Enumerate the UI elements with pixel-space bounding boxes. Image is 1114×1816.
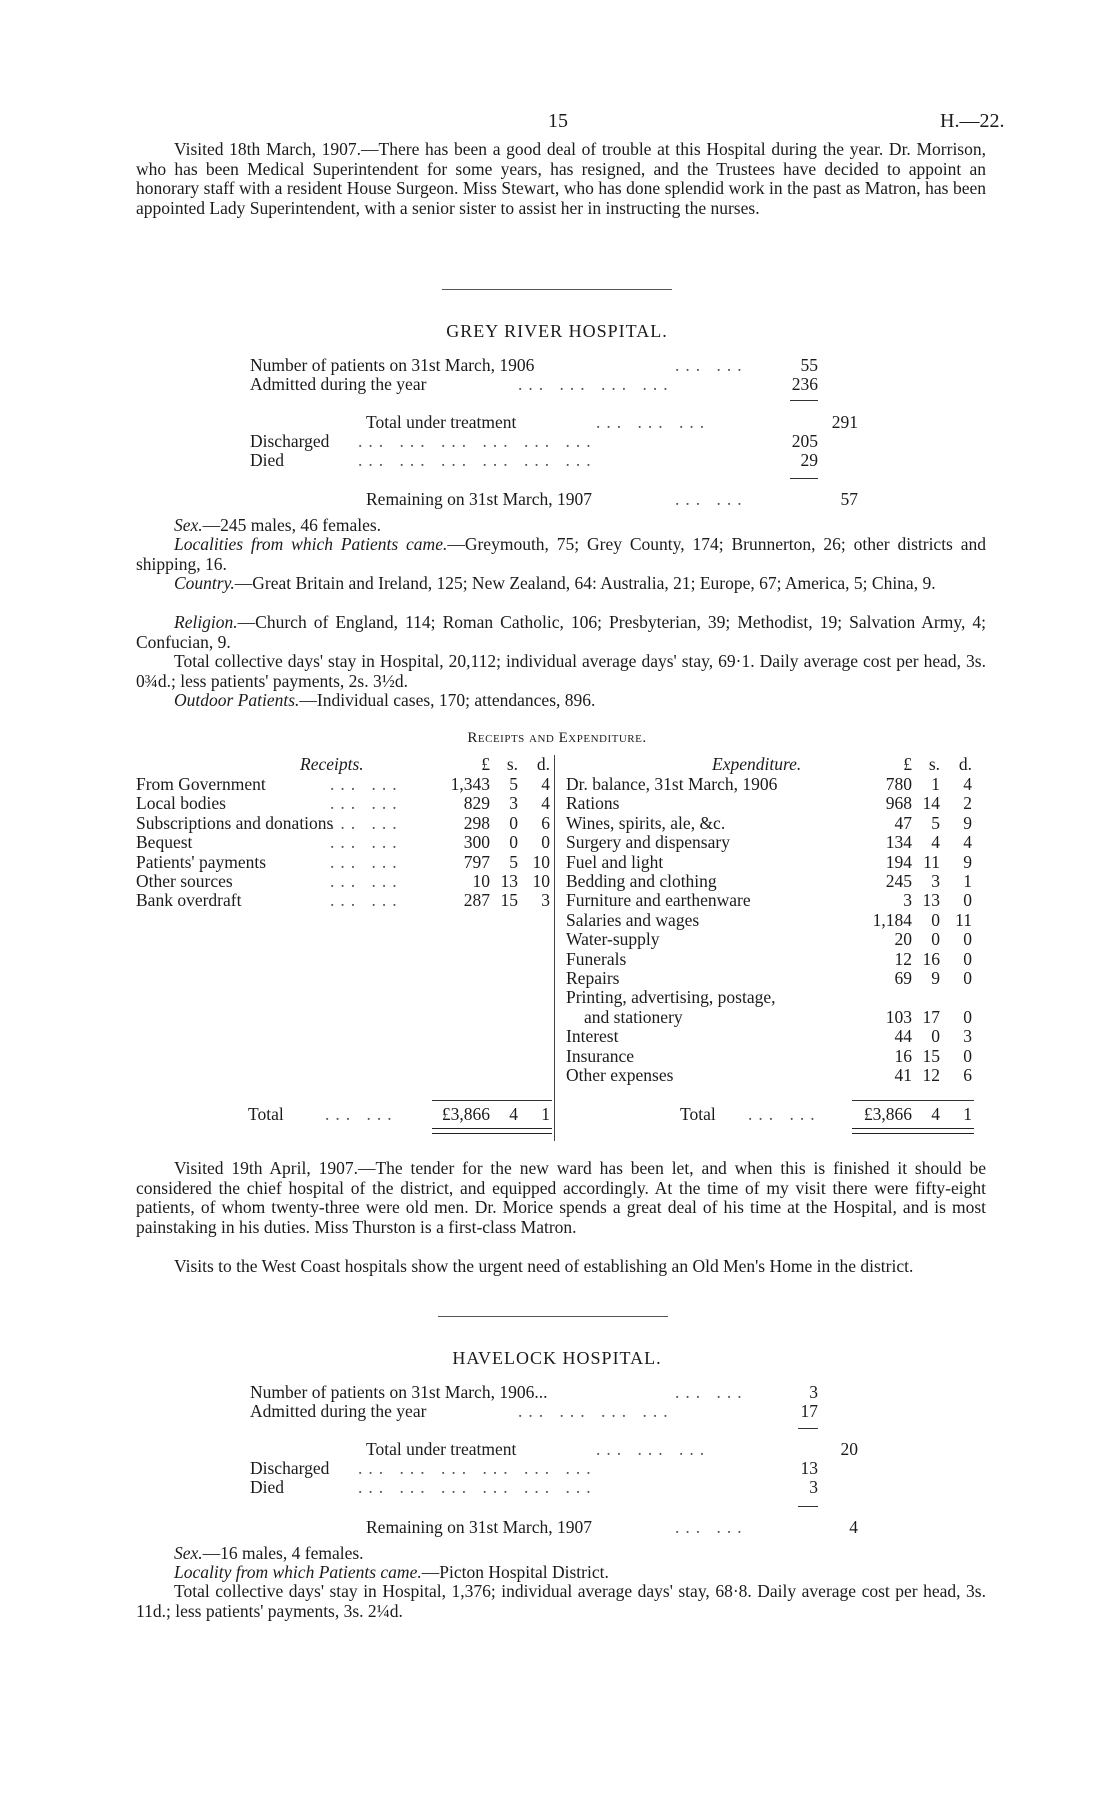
stat-label: Total under treatment [366,412,517,432]
havelock-title: HAVELOCK HOSPITAL. [452,1348,662,1368]
leader-dots: ... ... [748,1104,821,1124]
receipt-pounds: 287 [463,890,490,911]
receipt-label: Local bodies [136,793,226,814]
stat-label: Died [250,1477,285,1497]
leader-dots: ... ... ... [596,412,711,432]
stat-value: 20 [840,1439,858,1459]
receipt-pence: 6 [541,812,550,833]
receipt-label: From Government [136,774,266,794]
localities-label: Localities from which Patients came. [174,534,448,554]
sex-label: Sex. [174,515,203,535]
stat-value: 17 [800,1401,818,1421]
section-divider [442,289,672,290]
total-double-rule [852,1128,974,1134]
expenditure-label: Interest [566,1026,619,1047]
leader-dots: ... ... [330,774,403,794]
leader-dots: ... ... [330,851,403,872]
section-divider [438,1316,668,1317]
receipts-total-shillings: 4 [509,1104,518,1124]
expenditure-label: Other expenses [566,1065,674,1085]
receipt-pounds: 1,343 [450,774,490,794]
expenditure-pounds: 20 [894,929,912,950]
receipt-label: Subscriptions and donations [136,812,334,833]
total-rule [852,1100,974,1101]
country-label: Country. [174,573,235,593]
leader-dots: ... ... ... ... ... ... [358,431,597,451]
expenditure-label: Dr. balance, 31st March, 1906 [566,774,778,794]
havelock-sex-line [136,1544,986,1564]
expenditure-shillings: 15 [922,1045,940,1066]
expenditure-shillings: 1 [931,774,940,794]
expenditure-total-pounds: £3,866 [863,1104,912,1124]
receipt-shillings: 5 [509,851,518,872]
expenditure-pounds: 103 [885,1006,912,1027]
locality-label: Locality from which Patients came. [174,1562,422,1582]
homes-paragraph: Visits to the West Coast hospitals show the urgent need of establishing an Old Men's Home in the district. [174,1256,914,1276]
expenditure-shillings: 17 [922,1006,940,1027]
expenditure-pence: 9 [963,851,972,872]
stat-value: 236 [791,374,818,394]
col-shillings: s. [928,754,940,774]
visit-paragraph: Visited 19th April, 1907.—The tender for the new ward has been let, and when this is finished it should be considered the chief hospital of the district, and equipped accordingly. At the time of my visit there were fifty-eight patients, of whom twenty-three were old men. Dr. Morice spends a great deal of his time at the Hospital, and is most painstaking in his duties. Miss Thurston is a first-class Matron. [136,1158,986,1237]
expenditure-shillings: 16 [922,948,940,969]
expenditure-shillings: 5 [931,812,940,833]
expenditure-pounds: 69 [894,968,912,988]
expenditure-label: Funerals [566,948,627,969]
stat-value: 205 [791,431,818,451]
expenditure-total-pence: 1 [963,1104,972,1124]
stat-value: 55 [800,355,818,375]
expenditure-shillings: 4 [931,832,940,853]
expenditure-pence: 0 [963,929,972,950]
expenditure-shillings: 3 [931,871,940,891]
receipt-shillings: 3 [509,793,518,814]
total-double-rule [432,1128,552,1134]
expenditure-pounds: 3 [903,890,912,911]
expenditure-label: Printing, advertising, postage, [566,987,776,1008]
receipt-pence: 10 [532,871,550,891]
expenditure-pence: 4 [963,774,972,794]
expenditure-pence: 3 [963,1026,972,1047]
expenditure-label: Water-supply [566,929,660,950]
expenditure-label: Surgery and dispensary [566,832,730,853]
stat-label: Discharged [250,431,330,451]
localities-text: —Greymouth, 75; Grey County, 174; Brunnerton, 26; other districts and shipping, 16. [136,534,986,574]
page-number: 15 [548,110,568,132]
expenditure-pounds: 968 [885,793,912,814]
receipt-shillings: 5 [509,774,518,794]
stat-value: 4 [849,1517,858,1537]
expenditure-pounds: 41 [894,1065,912,1085]
stat-label: Admitted during the year [250,1401,427,1421]
sex-label: Sex. [174,1543,203,1563]
expenditure-pounds: 245 [885,871,912,891]
expenditure-pounds: 1,184 [872,909,912,930]
grey-river-title: GREY RIVER HOSPITAL. [446,321,668,341]
stat-value: 3 [809,1477,818,1497]
receipts-heading: Receipts. [300,754,364,774]
receipt-pounds: 10 [472,871,490,891]
leader-dots: ... ... [330,871,403,891]
leader-dots: ... ... [330,793,403,814]
expenditure-shillings: 0 [931,1026,940,1047]
stat-label: Number of patients on 31st March, 1906... [250,1382,548,1402]
expenditure-pence: 0 [963,1045,972,1066]
leader-dots: ... ... [330,812,403,833]
expenditure-shillings: 12 [922,1065,940,1085]
receipt-label: Bank overdraft [136,890,242,911]
col-shillings: s. [506,754,518,774]
expenditure-pence: 11 [955,909,972,930]
leader-dots: ... ... ... ... ... ... [358,1477,597,1497]
leader-dots: ... ... ... ... ... ... [358,450,597,470]
accounts-title: Receipts and Expenditure. [467,730,647,746]
sum-rule [798,1428,818,1429]
col-pounds: £ [481,754,490,774]
expenditure-pounds: 780 [885,774,912,794]
expenditure-total-label: Total [680,1104,716,1124]
total-rule [432,1100,552,1101]
receipts-total-pence: 1 [541,1104,550,1124]
expenditure-label: Repairs [566,968,620,988]
religion-label: Religion. [174,612,238,632]
havelock-locality-line [136,1563,986,1583]
document-reference: H.—22. [940,110,1005,132]
leader-dots: ... ... [675,1382,748,1402]
religion-line [136,613,986,652]
expenditure-pence: 6 [963,1065,972,1085]
receipts-total-label: Total [248,1104,284,1124]
stat-label: Died [250,450,285,470]
sum-rule [790,400,818,401]
receipt-shillings: 15 [500,890,518,911]
stat-label: Remaining on 31st March, 1907 [366,489,593,509]
receipts-total-pounds: £3,866 [441,1104,490,1124]
receipt-pounds: 298 [463,812,490,833]
leader-dots: ... ... [675,1517,748,1537]
expenditure-heading: Expenditure. [712,754,802,774]
expenditure-pence: 1 [963,871,972,891]
expenditure-pounds: 194 [885,851,912,872]
expenditure-pence: 4 [963,832,972,853]
expenditure-shillings: 0 [931,929,940,950]
expenditure-pounds: 12 [894,948,912,969]
expenditure-shillings: 11 [923,851,940,872]
intro-paragraph: Visited 18th March, 1907.—There has been a good deal of trouble at this Hospital during the year. Dr. Morrison, who has been Medical Superintendent for some years, has resigned, and the Trustees have decided to appoint an honorary staff with a resident House Surgeon. Miss Stewart, who has done splendid work in the past as Matron, has been appointed Lady Superintendent, with a senior sister to assist her in instructing the nurses. [136,139,986,218]
expenditure-label-continued: and stationery [584,1006,683,1027]
expenditure-pence: 0 [963,968,972,988]
expenditure-pounds: 47 [894,812,912,833]
expenditure-shillings: 14 [922,793,940,814]
sex-text: —16 males, 4 females. [202,1543,364,1563]
receipt-pence: 10 [532,851,550,872]
havelock-days-paragraph: Total collective days' stay in Hospital, 1,376; individual average days' stay, 68·8. Daily average cost per head, 3s. 11d.; less patients' payments, 3s. 2¼d. [136,1581,986,1621]
leader-dots: ... ... ... ... [518,1401,674,1421]
leader-dots: ... ... [675,489,748,509]
stat-value: 3 [809,1382,818,1402]
receipt-pence: 0 [541,832,550,853]
expenditure-pence: 9 [963,812,972,833]
expenditure-label: Salaries and wages [566,909,700,930]
expenditure-label: Fuel and light [566,851,664,872]
stat-value: 29 [800,450,818,470]
col-pence: d. [958,754,972,774]
receipt-label: Other sources [136,871,233,891]
sum-rule [798,1506,818,1507]
receipt-pence: 4 [541,774,550,794]
expenditure-label: Furniture and earthenware [566,890,751,911]
expenditure-pence: 0 [963,948,972,969]
stat-label: Total under treatment [366,1439,517,1459]
outdoor-text: —Individual cases, 170; attendances, 896. [299,690,596,710]
expenditure-pounds: 44 [894,1026,912,1047]
receipt-shillings: 0 [509,832,518,853]
receipt-pence: 4 [541,793,550,814]
leader-dots: ... ... [330,890,403,911]
stat-value: 13 [800,1458,818,1478]
outdoor-line [136,691,986,711]
stat-label: Remaining on 31st March, 1907 [366,1517,593,1537]
receipt-pounds: 797 [463,851,490,872]
expenditure-pence: 0 [963,1006,972,1027]
leader-dots: ... ... [330,832,403,853]
expenditure-pounds: 134 [885,832,912,853]
expenditure-label: Rations [566,793,620,814]
receipt-label: Patients' payments [136,851,267,872]
stat-label: Number of patients on 31st March, 1906 [250,355,535,375]
sex-line [136,516,986,536]
receipt-label: Bequest [136,832,193,853]
expenditure-pence: 0 [963,890,972,911]
country-text: —Great Britain and Ireland, 125; New Zealand, 64: Australia, 21; Europe, 67; America, 5; China, 9. [234,573,936,593]
sum-rule [790,478,818,479]
country-line [136,574,986,594]
religion-text: —Church of England, 114; Roman Catholic, 106; Presbyterian, 39; Methodist, 19; Salvation Army, 4; Confucian, 9. [136,612,986,652]
expenditure-pounds: 16 [894,1045,912,1066]
days-stay-paragraph: Total collective days' stay in Hospital, 20,112; individual average days' stay, 69·1. Daily average cost per head, 3s. 0¾d.; less patients' payments, 2s. 3½d. [136,651,986,691]
col-pounds: £ [903,754,912,774]
receipt-pounds: 829 [463,793,490,814]
receipt-pounds: 300 [463,832,490,853]
leader-dots: ... ... [325,1104,398,1124]
leader-dots: ... ... ... [596,1439,711,1459]
locality-text: —Picton Hospital District. [421,1562,609,1582]
stat-value: 57 [840,489,858,509]
leader-dots: ... ... ... ... ... ... [358,1458,597,1478]
leader-dots: ... ... ... ... [518,374,674,394]
localities-line [136,535,986,574]
col-pence: d. [536,754,550,774]
receipt-pence: 3 [541,890,550,911]
stat-label: Discharged [250,1458,330,1478]
stat-value: 291 [831,412,858,432]
expenditure-pence: 2 [963,793,972,814]
leader-dots: ... ... [675,355,748,375]
expenditure-shillings: 13 [922,890,940,911]
table-divider [554,755,555,1141]
expenditure-label: Insurance [566,1045,635,1066]
sex-text: —245 males, 46 females. [202,515,382,535]
expenditure-label: Wines, spirits, ale, &c. [566,812,726,833]
expenditure-label: Bedding and clothing [566,871,717,891]
stat-label: Admitted during the year [250,374,427,394]
receipt-shillings: 0 [509,812,518,833]
outdoor-label: Outdoor Patients. [174,690,300,710]
expenditure-shillings: 0 [931,909,940,930]
receipt-shillings: 13 [500,871,518,891]
expenditure-total-shillings: 4 [931,1104,940,1124]
expenditure-shillings: 9 [931,968,940,988]
